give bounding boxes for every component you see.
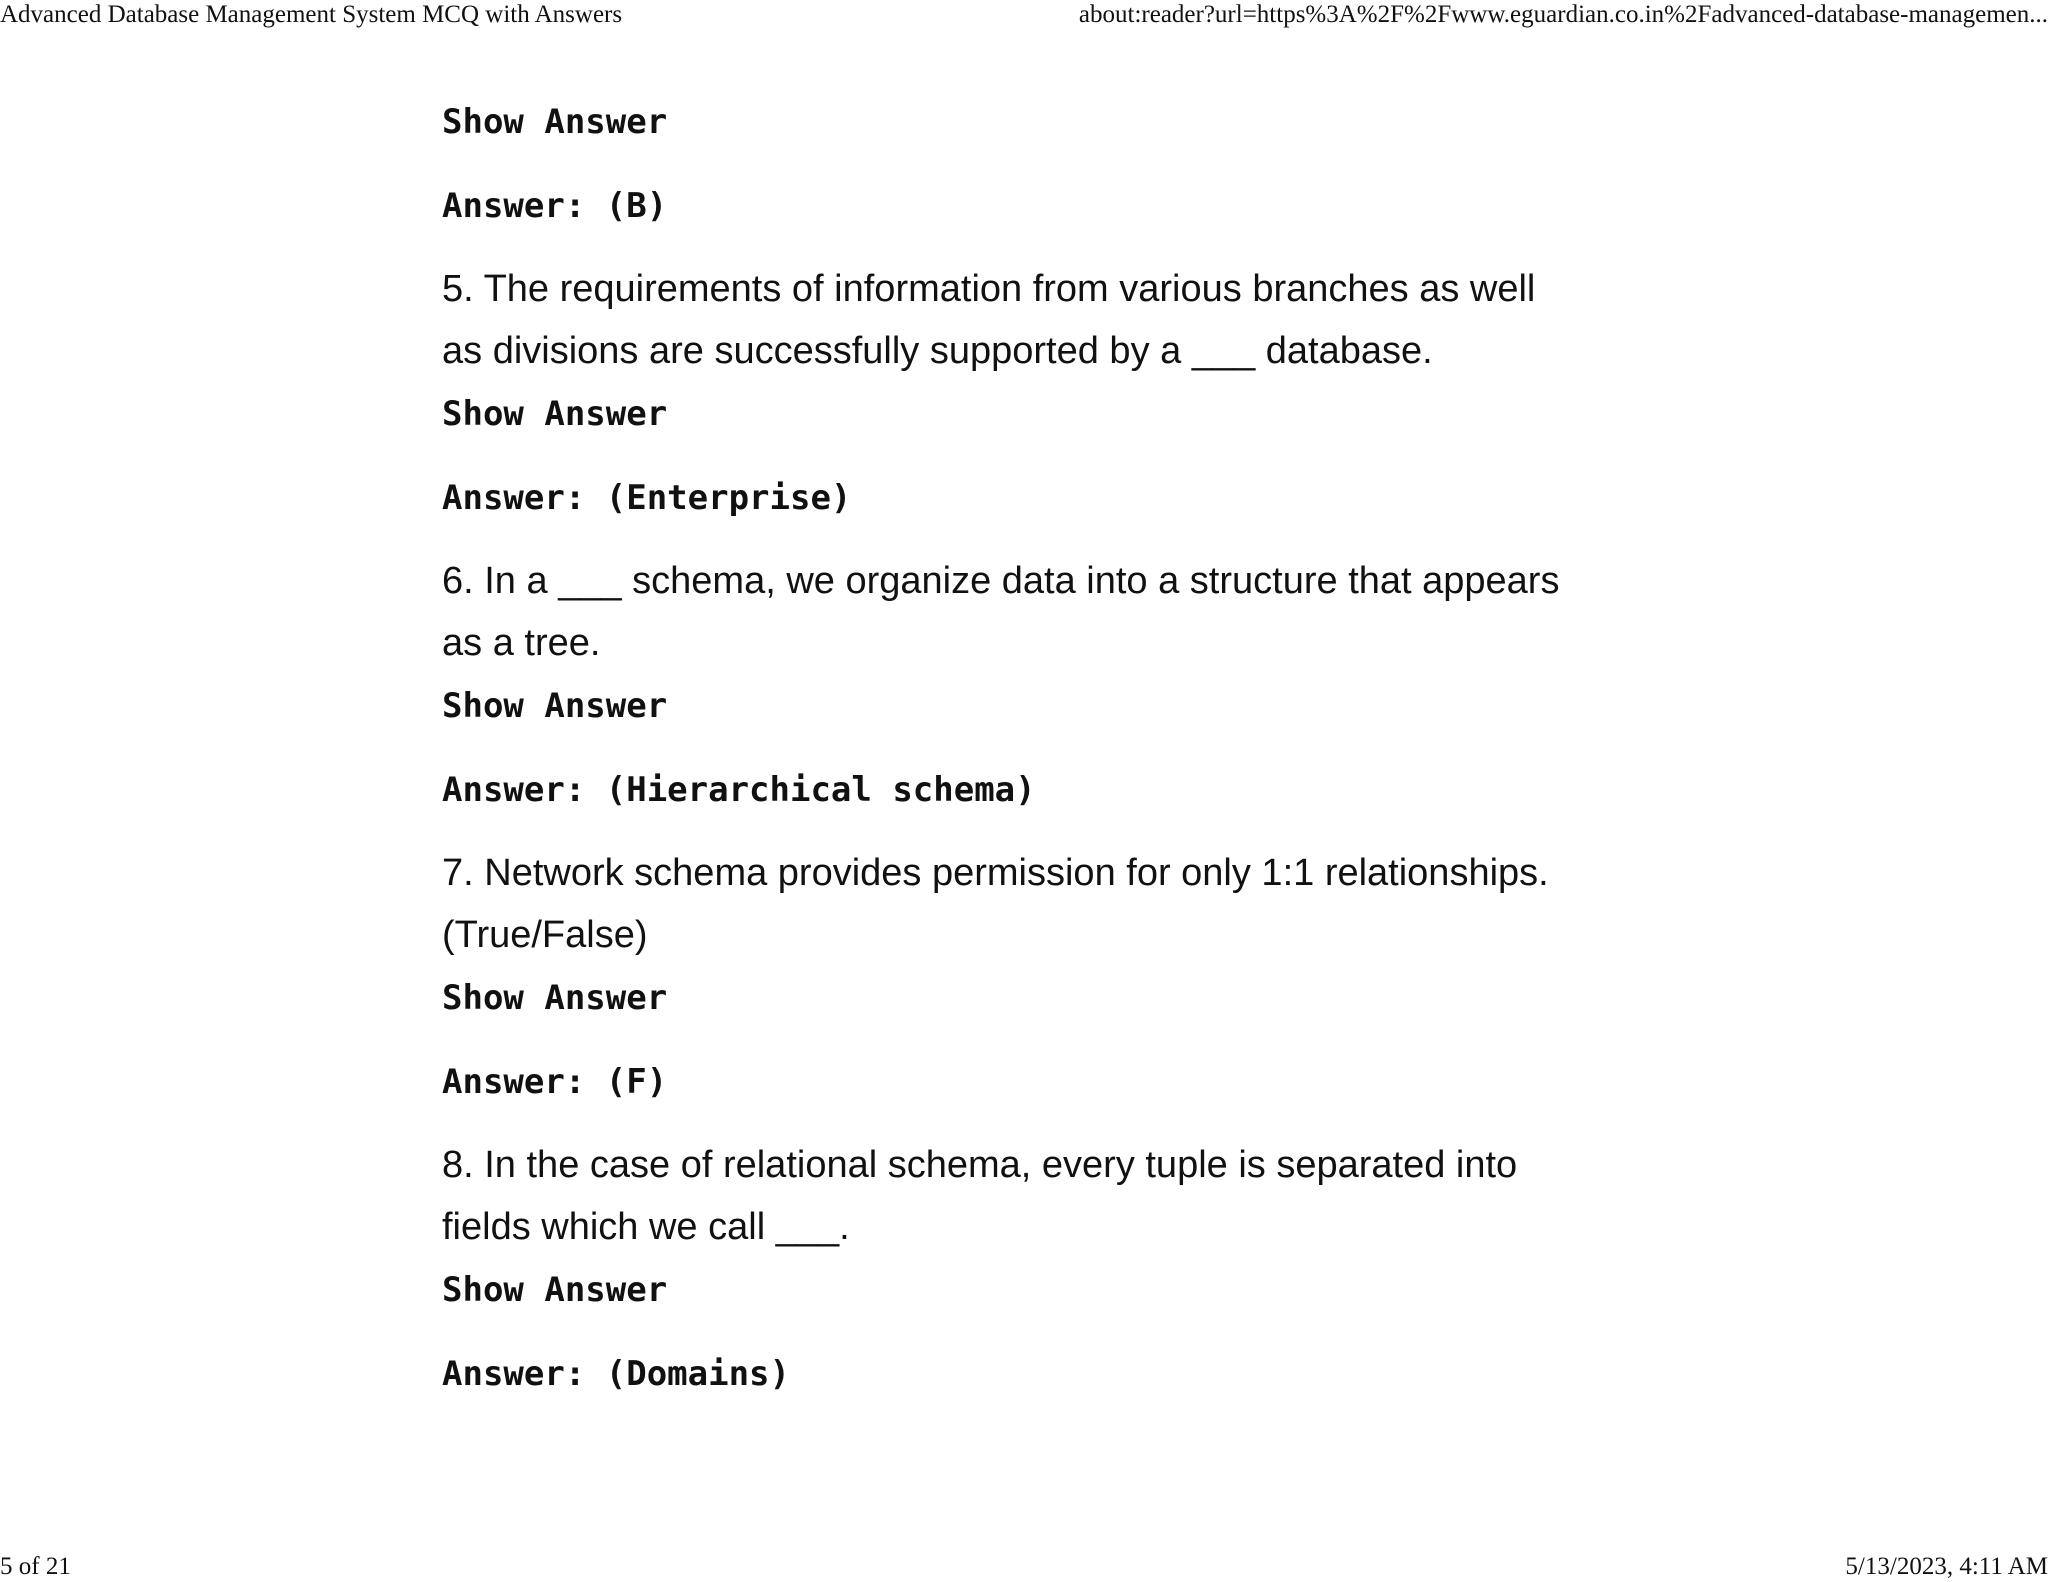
question-line: 7. Network schema provides permission for only 1:1 relationships. [442,852,1549,894]
question-line: 8. In the case of relational schema, every tuple is separated into [442,1144,1518,1186]
question-line: fields which we call ___. [442,1206,850,1248]
document-url: about:reader?url=https%3A%2F%2Fwww.eguardian.co.in%2Fadvanced-database-managemen... [1078,1,2048,28]
answer-text: Answer: (Domains) [442,1354,790,1394]
question-8 [442,1134,1517,1258]
answer-text: Answer: (B) [442,186,668,226]
question-line: as divisions are successfully supported by a ___ database. [442,330,1433,372]
print-datetime: 5/13/2023, 4:11 AM [1845,1553,2048,1580]
question-line: as a tree. [442,622,601,664]
question-5 [442,258,1535,382]
answer-text: Answer: (Hierarchical schema) [442,770,1036,810]
print-header [0,0,2048,30]
question-7 [442,842,1549,966]
question-line: (True/False) [442,914,648,956]
show-answer-button[interactable]: Show Answer [442,978,668,1018]
print-footer [0,1552,2048,1582]
question-6 [442,550,1559,674]
show-answer-button[interactable]: Show Answer [442,102,668,142]
question-line: 6. In a ___ schema, we organize data into a structure that appears [442,560,1560,602]
answer-text: Answer: (F) [442,1062,668,1102]
show-answer-button[interactable]: Show Answer [442,1270,668,1310]
question-line: 5. The requirements of information from various branches as well [442,268,1536,310]
answer-text: Answer: (Enterprise) [442,478,852,518]
show-answer-button[interactable]: Show Answer [442,686,668,726]
show-answer-button[interactable]: Show Answer [442,394,668,434]
page-number: 5 of 21 [0,1553,71,1580]
document-title: Advanced Database Management System MCQ with Answers [0,1,623,28]
